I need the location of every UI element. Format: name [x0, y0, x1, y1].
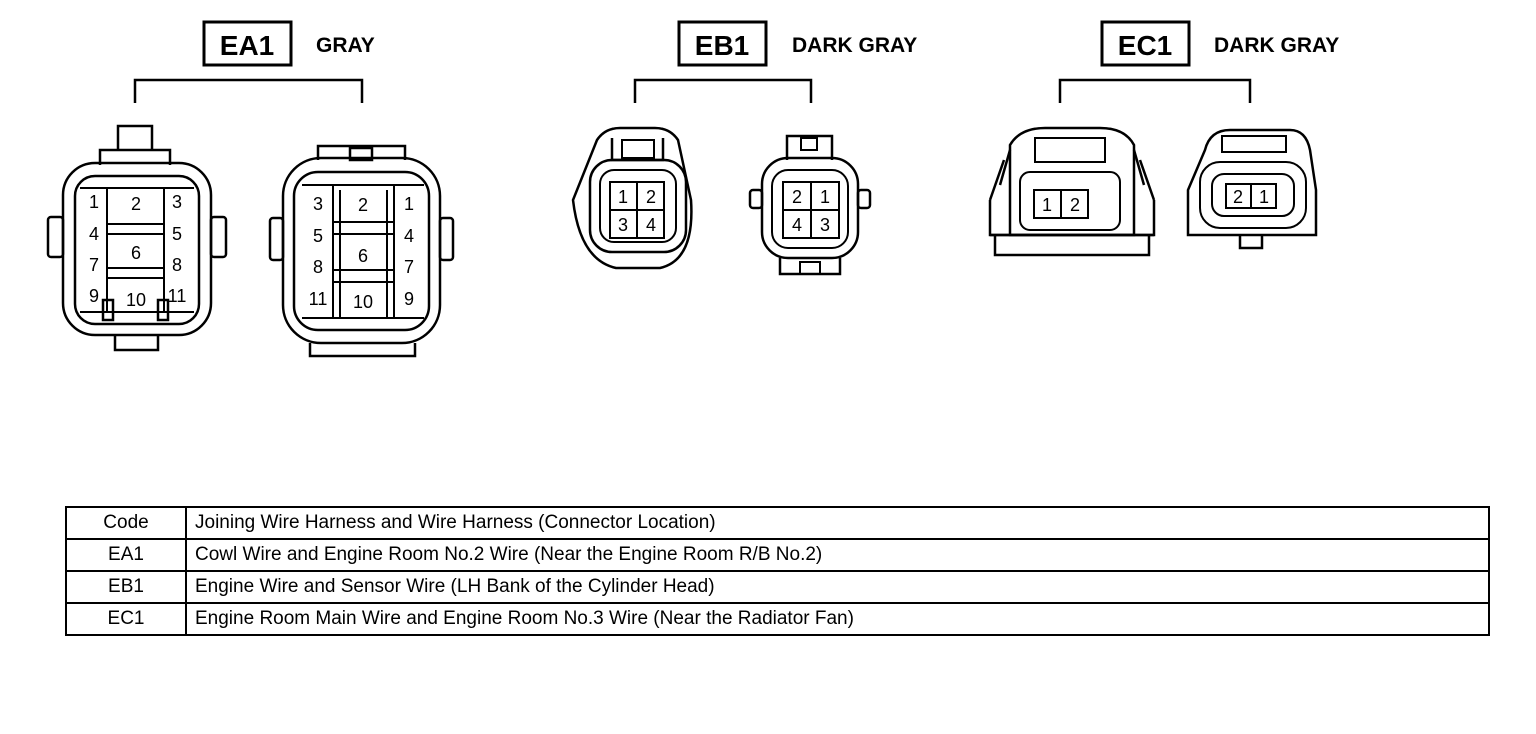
ea1-right-pin: 7	[403, 257, 415, 277]
ea1-right-pin: 11	[308, 289, 328, 309]
ea1-code-label: EA1	[219, 30, 275, 61]
ea1-right-pin: 1	[403, 194, 415, 214]
ea1-left-pin: 8	[171, 255, 183, 275]
ea1-left-pin: 5	[171, 224, 183, 244]
ec1-left-pin: 1	[1041, 195, 1053, 215]
table-cell-description: Engine Wire and Sensor Wire (LH Bank of the Cylinder Head)	[186, 571, 1489, 603]
table-row	[66, 539, 1489, 571]
table-cell-description: Cowl Wire and Engine Room No.2 Wire (Near the Engine Room R/B No.2)	[186, 539, 1489, 571]
ea1-right-pin: 10	[352, 292, 374, 312]
ea1-left-pin: 9	[88, 286, 100, 306]
ea1-right-pin: 9	[403, 289, 415, 309]
ea1-right-connector	[270, 146, 453, 356]
ea1-right-pin: 3	[312, 194, 324, 214]
ea1-left-pin: 6	[130, 243, 142, 263]
ec1-right-pin: 2	[1232, 187, 1244, 207]
ea1-left-pin: 7	[88, 255, 100, 275]
ec1-bracket	[1060, 80, 1250, 103]
eb1-header	[679, 22, 917, 65]
ea1-right-pin: 8	[312, 257, 324, 277]
eb1-left-pin: 3	[617, 215, 629, 235]
ea1-right-pin: 2	[357, 195, 369, 215]
ea1-color-label: GRAY	[316, 34, 375, 57]
ea1-right-pin: 6	[357, 246, 369, 266]
eb1-left-pin: 1	[617, 187, 629, 207]
eb1-color-label: DARK GRAY	[792, 34, 918, 57]
eb1-right-connector	[750, 136, 870, 274]
ea1-left-connector	[48, 126, 226, 350]
table-header-code: Code	[66, 507, 186, 539]
eb1-left-connector	[573, 128, 691, 268]
eb1-right-pin: 4	[791, 215, 803, 235]
ec1-left-connector	[990, 128, 1154, 255]
ea1-left-pin: 2	[130, 194, 142, 214]
ea1-right-pin: 4	[403, 226, 415, 246]
ea1-right-pin: 5	[312, 226, 324, 246]
ec1-code-label: EC1	[1117, 30, 1173, 61]
table-cell-code: EA1	[66, 539, 186, 571]
ea1-left-pin: 4	[88, 224, 100, 244]
eb1-code-label: EB1	[694, 30, 750, 61]
ec1-right-connector	[1188, 130, 1316, 248]
ec1-color-label: DARK GRAY	[1214, 34, 1340, 57]
ea1-bracket	[135, 80, 362, 103]
ec1-header	[1102, 22, 1339, 65]
connector-location-table	[65, 506, 1490, 636]
eb1-right-pin: 3	[819, 215, 831, 235]
table-cell-code: EC1	[66, 603, 186, 635]
ea1-left-pin: 11	[167, 286, 187, 306]
eb1-right-pin: 2	[791, 187, 803, 207]
table-row	[66, 571, 1489, 603]
eb1-bracket	[635, 80, 811, 103]
table-header-row	[66, 507, 1489, 539]
table-header-description: Joining Wire Harness and Wire Harness (Connector Location)	[186, 507, 1489, 539]
ec1-right-pin: 1	[1258, 187, 1270, 207]
ec1-left-pin: 2	[1069, 195, 1081, 215]
eb1-left-pin: 2	[645, 187, 657, 207]
eb1-left-pin: 4	[645, 215, 657, 235]
ea1-header	[204, 22, 375, 65]
table-cell-code: EB1	[66, 571, 186, 603]
table-cell-description: Engine Room Main Wire and Engine Room No.3 Wire (Near the Radiator Fan)	[186, 603, 1489, 635]
ea1-left-pin: 10	[125, 290, 147, 310]
eb1-right-pin: 1	[819, 187, 831, 207]
ea1-left-pin: 3	[171, 192, 183, 212]
table-row	[66, 603, 1489, 635]
ea1-left-pin: 1	[88, 192, 100, 212]
